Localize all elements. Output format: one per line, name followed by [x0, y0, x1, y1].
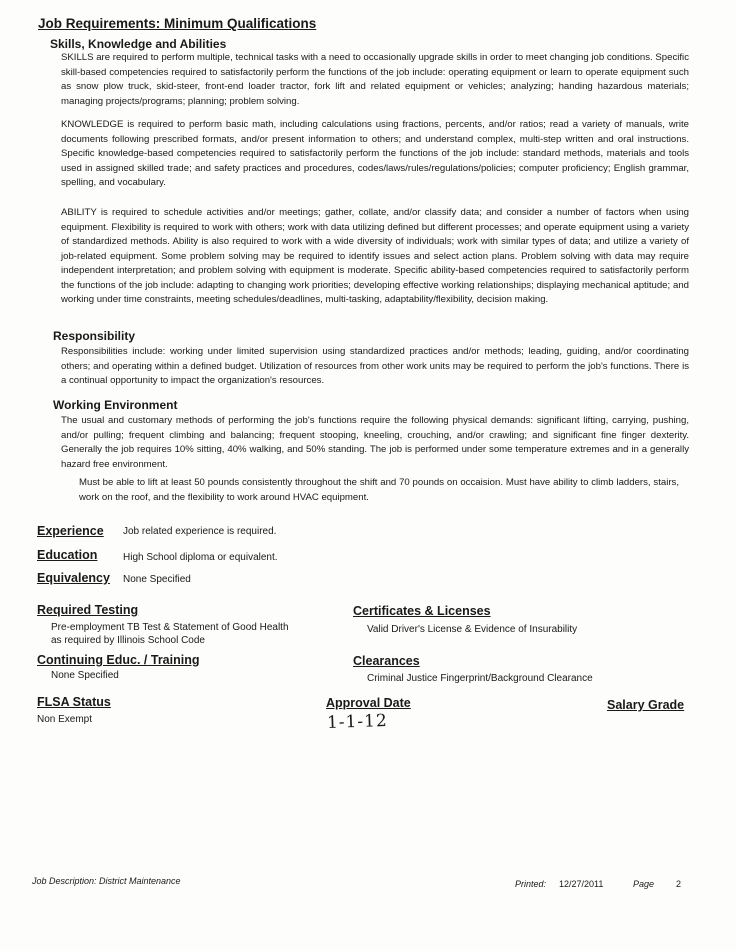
footer-page-number: 2 [676, 879, 682, 889]
responsibility-heading: Responsibility [53, 329, 136, 343]
clearances-value: Criminal Justice Fingerprint/Background Clearance [367, 673, 593, 684]
required-testing-label: Required Testing [37, 603, 139, 617]
continuing-educ-label: Continuing Educ. / Training [37, 653, 200, 667]
experience-value: Job related experience is required. [123, 526, 277, 537]
required-testing-line2: as required by Illinois School Code [51, 635, 205, 646]
footer-printed-label: Printed: [515, 879, 547, 889]
working-environment-heading: Working Environment [53, 398, 178, 412]
education-value: High School diploma or equivalent. [123, 552, 278, 563]
responsibility-paragraph: Responsibilities include: working under limited supervision using standardized practices and/or methods; leading, guiding, and/or coordinating others; and operating within a defined budget. Utilization of resources from other work units may be required to perform the job's functions. There is a continual opportunity to impact the organization's resources. [61, 346, 689, 386]
equivalency-value: None Specified [123, 574, 191, 585]
section-heading: Job Requirements: Minimum Qualifications [38, 16, 317, 31]
footer-page-label: Page [633, 879, 655, 889]
skills-paragraph: SKILLS are required to perform multiple, technical tasks with a need to occasionally upgrade skills in order to meet changing job conditions. Specific skill-based competencies required to satisfactorily perform the functions of the job include: operating equipment or learn to operate equipment such as snow plow truck, skid-steer, front-end loader tractor, fork lift and related equipment or vehicles; analyzing; handing hazardous materials; managing projects/programs; planning; problem solving. [61, 52, 689, 107]
footer-printed-date: 12/27/2011 [559, 879, 604, 889]
certificates-label: Certificates & Licenses [353, 604, 491, 618]
skills-heading: Skills, Knowledge and Abilities [50, 37, 227, 51]
flsa-label: FLSA Status [37, 695, 111, 709]
certificates-value: Valid Driver's License & Evidence of Insurability [367, 624, 578, 635]
salary-grade-label: Salary Grade [607, 698, 685, 712]
experience-label: Experience [37, 524, 104, 538]
approval-date-signature: 1-1-12 [326, 710, 389, 734]
working-environment-paragraph: The usual and customary methods of performing the job's functions require the following physical demands: significant lifting, carrying, pushing, and/or pulling; frequent climbing and balancing; frequent stooping, kneeling, crouching, and/or crawling; and significant fine finger dexterity. Generally the job requires 10% sitting, 40% walking, and 50% standing. The job is performed under some temperature extremes and in a generally hazard free environment. [61, 415, 689, 470]
ability-paragraph: ABILITY is required to schedule activities and/or meetings; gather, collate, and/or classify data; and consider a number of factors when using equipment. Flexibility is required to work with others; work with data utilizing defined but different processes; and operate equipment using a variety of standardized methods. Ability is also required to work with a wide diversity of individuals; work with similar types of data; and utilize a variety of job-related equipment. Some problem solving may be required to identify issues and select action plans. Problem solving with data may require independent interpretation; and problem solving with equipment is moderate. Specific ability-based competencies required to satisfactorily perform the functions of the job include: adapting to changing work priorities; developing effective working relationships; displaying mechanical aptitude; and working under time constraints, meeting schedules/deadlines, multi-tasking, adaptability/flexibility, decision making. [61, 207, 689, 305]
continuing-educ-value: None Specified [51, 670, 119, 681]
flsa-value: Non Exempt [37, 714, 93, 725]
footer-job-description: Job Description: District Maintenance [32, 876, 181, 886]
lifting-note: Must be able to lift at least 50 pounds consistently throughout the shift and 70 pounds on occaision. Must have ability to climb ladders, stairs, work on the roof, and the flexibility to work around HVAC equipment. [79, 477, 679, 503]
approval-date-label: Approval Date [326, 696, 411, 710]
knowledge-paragraph: KNOWLEDGE is required to perform basic math, including calculations using fractions, percents, and/or ratios; read a variety of manuals, write documents following prescribed formats, and/or present information to others; and understand complex, multi-step written and oral instructions. Specific knowledge-based competencies required to satisfactorily perform the functions of the job include: standard methods, materials and tools used in assigned skilled trade; and safety practices and procedures, codes/laws/rules/regulations/policies; computer proficiency; English grammar, spelling, and vocabulary. [61, 119, 689, 188]
clearances-label: Clearances [353, 654, 420, 668]
education-label: Education [37, 548, 98, 562]
equivalency-label: Equivalency [37, 571, 110, 585]
required-testing-line1: Pre-employment TB Test & Statement of Good Health [51, 622, 289, 633]
